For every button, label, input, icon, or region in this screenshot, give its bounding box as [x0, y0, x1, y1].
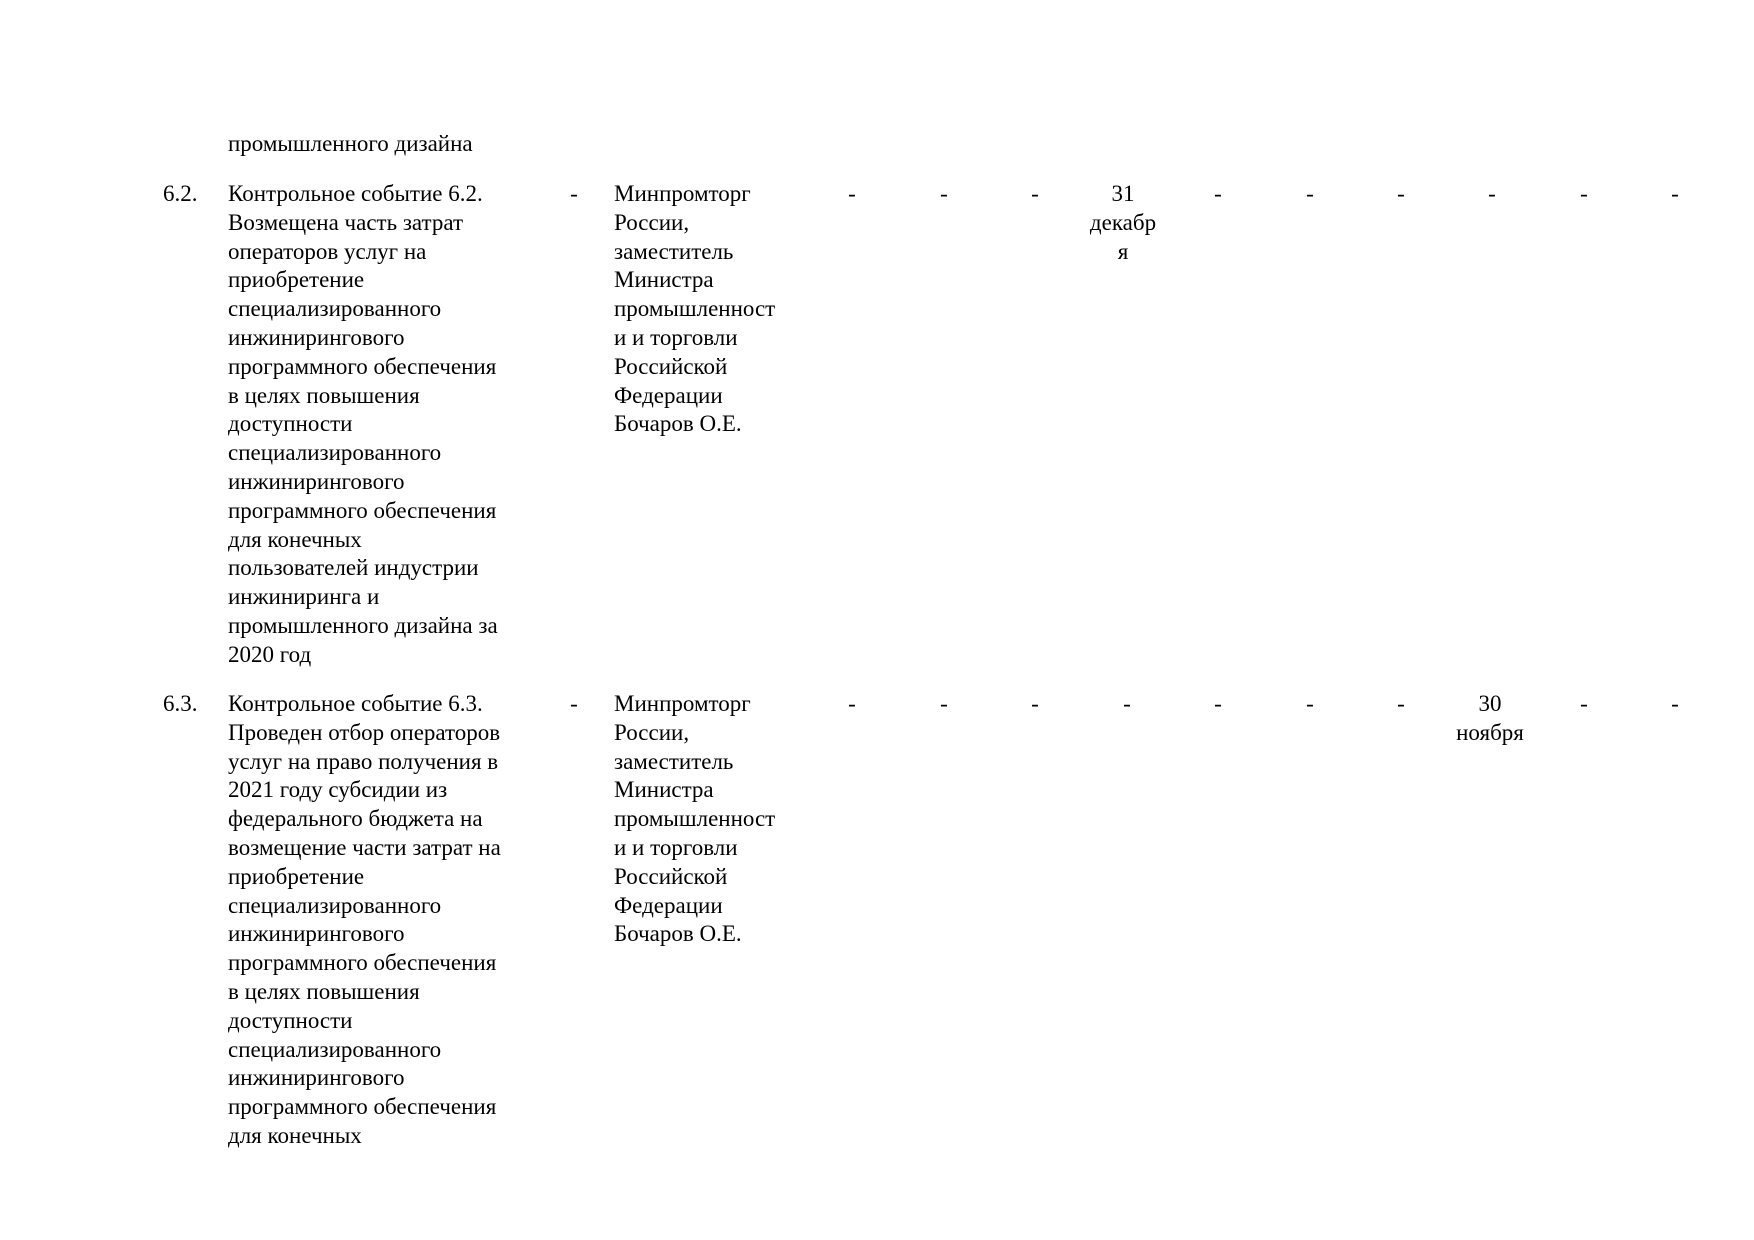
description-line: доступности — [228, 411, 353, 437]
responsible-line: Российской — [614, 863, 728, 889]
description-line: для конечных — [228, 1122, 362, 1148]
responsible-line: Минпромторг — [614, 691, 751, 716]
description-line: услуг на право получения в — [228, 748, 499, 774]
cell-dash: - — [1580, 181, 1588, 206]
continuation-text: промышленного дизайна — [228, 131, 473, 156]
cell-date — [1077, 180, 1169, 266]
description-line: приобретение — [228, 267, 365, 293]
row-description — [228, 180, 498, 670]
cell-dash: - — [1031, 691, 1039, 716]
responsible-line: и и торговли — [614, 834, 738, 860]
date-line: декабр — [1089, 209, 1157, 235]
description-line: для конечных — [228, 526, 362, 552]
cell-dash: - — [940, 181, 948, 206]
row-responsible — [614, 690, 775, 949]
description-line: специализированного — [228, 892, 442, 918]
responsible-line: Российской — [614, 353, 728, 379]
row-responsible — [614, 180, 775, 439]
row-description — [228, 690, 501, 1151]
description-line: специализированного — [228, 296, 442, 322]
cell-dash: - — [1306, 691, 1314, 716]
description-line: специализированного — [228, 440, 442, 466]
responsible-line: Министра — [614, 267, 714, 293]
description-line: Проведен отбор операторов — [228, 719, 501, 745]
cell-dash: - — [1031, 181, 1039, 206]
description-line: возмещение части затрат на — [228, 834, 501, 860]
cell-dash: - — [848, 181, 856, 206]
responsible-line: Бочаров О.Е. — [614, 921, 742, 947]
cell-dash: - — [570, 691, 578, 716]
cell-dash: - — [1397, 181, 1405, 206]
description-line: программного обеспечения — [228, 497, 497, 523]
description-line: пользователей индустрии — [228, 555, 479, 581]
description-line: Контрольное событие 6.2. — [228, 181, 483, 206]
description-line: инжинирингового — [228, 468, 405, 494]
responsible-line: России, — [614, 209, 690, 235]
date-line: 31 — [1111, 181, 1135, 206]
row-number: 6.2. — [163, 181, 198, 206]
cell-dash: - — [1671, 181, 1679, 206]
cell-dash: - — [848, 691, 856, 716]
date-line: ноября — [1456, 719, 1524, 745]
description-line: Возмещена часть затрат — [228, 209, 464, 235]
responsible-line: промышленност — [614, 806, 776, 832]
date-line: 30 — [1478, 691, 1502, 716]
responsible-line: заместитель — [614, 238, 734, 264]
cell-dash: - — [1397, 691, 1405, 716]
cell-dash: - — [940, 691, 948, 716]
cell-dash: - — [1123, 691, 1131, 716]
description-line: программного обеспечения — [228, 353, 497, 379]
description-line: в целях повышения — [228, 382, 420, 408]
description-line: приобретение — [228, 863, 365, 889]
responsible-line: России, — [614, 719, 690, 745]
responsible-line: Министра — [614, 777, 714, 803]
responsible-line: Федерации — [614, 382, 723, 408]
date-line: я — [1117, 238, 1129, 264]
responsible-line: Федерации — [614, 892, 723, 918]
cell-dash: - — [1580, 691, 1588, 716]
description-line: инжинирингового — [228, 324, 405, 350]
description-line: федерального бюджета на — [228, 806, 483, 832]
description-line: доступности — [228, 1007, 353, 1033]
description-line: программного обеспечения — [228, 950, 497, 976]
description-line: программного обеспечения — [228, 1094, 497, 1120]
description-line: Контрольное событие 6.3. — [228, 691, 483, 716]
description-line: операторов услуг на — [228, 238, 427, 264]
row-number: 6.3. — [163, 691, 198, 716]
description-line: специализированного — [228, 1036, 442, 1062]
responsible-line: Бочаров О.Е. — [614, 411, 742, 437]
cell-dash: - — [1306, 181, 1314, 206]
cell-date — [1444, 690, 1536, 748]
description-line: в целях повышения — [228, 978, 420, 1004]
description-line: инжинирингового — [228, 1065, 405, 1091]
description-line: промышленного дизайна за — [228, 612, 498, 638]
cell-dash: - — [1214, 181, 1222, 206]
description-line: инжиниринга и — [228, 584, 380, 610]
responsible-line: промышленност — [614, 296, 776, 322]
responsible-line: заместитель — [614, 748, 734, 774]
description-line: 2021 году субсидии из — [228, 777, 448, 803]
responsible-line: и и торговли — [614, 324, 738, 350]
description-line: 2020 год — [228, 641, 312, 667]
cell-dash: - — [1671, 691, 1679, 716]
cell-dash: - — [1214, 691, 1222, 716]
description-line: инжинирингового — [228, 921, 405, 947]
cell-dash: - — [1488, 181, 1496, 206]
cell-dash: - — [570, 181, 578, 206]
responsible-line: Минпромторг — [614, 181, 751, 206]
